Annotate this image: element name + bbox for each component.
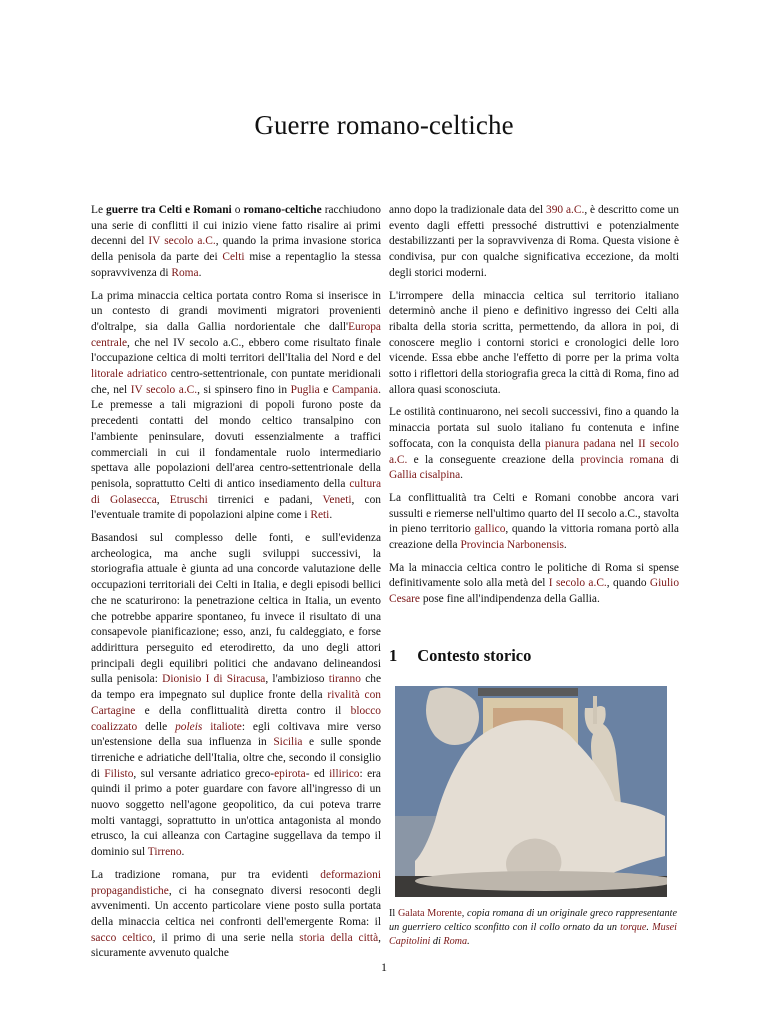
link-poleis[interactable]: poleis [175,720,203,733]
link-puglia[interactable]: Puglia [290,383,320,396]
text: , quando la vittoria romana portò alla creazione della [389,523,679,552]
text: e sulle sponde tirreniche e adriatiche dell'Italia, oltre che, secondo il consiglio di [91,736,381,780]
link-litorale-adriatico[interactable]: litorale adriatico [91,368,167,381]
link-campania[interactable]: Campania [331,383,379,396]
text: pose fine all'indipendenza della Gallia. [420,593,600,606]
bold-term: romano-celtiche [243,204,322,216]
text: e della conflittualità diretta contro il [135,704,351,717]
link-reti[interactable]: Reti [310,509,330,522]
text: anno dopo la tradizionale data del [389,204,547,216]
link-tirreno[interactable]: Tirreno [147,846,182,859]
text: . [646,921,653,933]
text: La tradizione romana, pur tra evidenti [91,868,321,881]
text: e [319,383,332,396]
text: racchiudono una serie di conflitti il cui inizio viene fatto risalire ai primi decenni del [91,204,381,248]
link-blocco-coalizzato[interactable]: blocco coalizzato [91,704,381,733]
link-390[interactable]: 390 a.C. [546,204,585,216]
paragraph-conflittualita [389,491,679,554]
text: , sul versante adriatico greco- [133,767,275,780]
link-europa-centrale[interactable]: Europa centrale [91,320,381,349]
link-ii-secolo[interactable]: II secolo a.C. [389,437,679,466]
link-sacco-celtico[interactable]: sacco celtico [91,931,153,944]
text: , quando [606,577,650,590]
link-rivalita-cartagine[interactable]: rivalità con Cartagine [91,689,381,717]
text: Il [389,907,398,919]
link-musei-capitolini[interactable]: Musei Capitolini [389,921,678,947]
text: o [231,204,244,216]
link-narbonensis[interactable]: Provincia Narbonensis [460,539,564,552]
text: , ci ha consegnato diversi resoconti degli avvenimenti. Un accento particolare viene posto sulla portata della minaccia celtica nei confronti dell'emergente Roma: il [91,884,381,928]
text: . [460,469,464,482]
link-cultura-golasecca[interactable]: cultura di Golasecca [91,477,381,506]
text: tirrenici e padani, [207,493,323,506]
text: . [329,509,333,522]
text: Le [91,204,107,216]
text: . [467,935,470,947]
link-roma[interactable]: Roma [171,266,199,279]
text: . [181,846,185,859]
text: che da tempo era impegnato sul duplice fronte della [91,673,381,702]
paragraph-sources [91,531,381,861]
link-roma-caption[interactable]: Roma [443,935,468,947]
section-title: Contesto storico [417,645,532,665]
link-galata-morente[interactable]: Galata Morente [397,907,462,919]
text: centro-settentrionale, con puntate meridionali che, nel [91,368,382,396]
text: nel [615,437,639,450]
figure-caption [389,907,677,949]
paragraph-intro [91,203,381,282]
text: , copia romana di un originale greco rappresentante un guerriero celtico sconfitto con il collo ornato da un [389,907,677,933]
text: : era quindi il primo a poter guardare con favore all'ingresso di un nuovo soggetto nell'agone geopolitico, da cui poteva trarre molti vantaggi, soprattutto in un'ottica antagonista al mondo etrusco, la cui alleanza con Cartagine suggellava da tempo il dominio sul [91,767,381,859]
link-filisto[interactable]: Filisto [104,767,134,780]
paragraph-ostilita [389,405,679,484]
link-torque[interactable]: torque [620,921,647,933]
paragraph-390 [389,203,679,282]
text: delle [137,720,176,733]
link-gallia-cisalpina[interactable]: Gallia cisalpina [389,469,461,482]
link-iv-secolo-2[interactable]: IV secolo a.C. [130,383,198,396]
text: . Le premesse a tali migrazioni di popoli furono poste da precedenti contatti del mondo celtico transalpino con l'ambiente peninsulare, dovuti essenzialmente a traffici commerciali in cui il fondamentale ruolo intermediario spettava alle popolazioni dell'area centro-settentrionale della penisola, soprattutto Celti di antico insediamento della [91,383,381,490]
link-i-secolo[interactable]: I secolo a.C. [548,577,607,590]
text: , che nel IV secolo a.C., ebbero come risultato finale l'occupazione celtica di molti territori dell'Italia del Nord e del [91,336,381,365]
link-giulio-cesare[interactable]: Giulio Cesare [389,577,680,606]
link-iv-secolo[interactable]: IV secolo a.C. [148,235,216,248]
left-column [91,203,381,969]
text: , l'ambizioso [265,673,329,686]
paragraph-migrations [91,289,381,525]
text: , quando la prima invasione storica della penisola da parte dei [91,235,381,264]
link-gallico[interactable]: gallico [474,523,506,536]
section-number: 1 [389,645,398,665]
text: . [563,539,567,552]
text: , sicuramente avvenuto qualche [91,931,381,960]
text: Ma la minaccia celtica contro le politiche di Roma si spense definitivamente solo alla metà del [389,561,679,590]
link-epirota[interactable]: epirota [274,767,306,780]
link-pianura-padana[interactable]: pianura padana [545,437,616,450]
text: Le ostilità continuarono, nei secoli successivi, fino a quando la minaccia portata sul suolo italiano fu contenuta e infine soffocata, con la conquista della [389,406,679,450]
text: mise a repentaglio la stessa sopravvivenza di [91,251,382,279]
text: e la conseguente creazione della [407,453,581,466]
page-number: 1 [381,960,387,974]
link-illirico[interactable]: illirico [329,767,360,780]
page-title: Guerre romano-celtiche [254,110,514,140]
text: . [198,266,202,279]
link-veneti[interactable]: Veneti [322,493,352,506]
link-deformazioni[interactable]: deformazioni propagandistiche [91,868,381,897]
text: La prima minaccia celtica portata contro Roma si inserisce in un contesto di grandi movimenti migratori provenienti d'oltralpe, sia dalla Gallia nordorientale che dall' [91,289,381,333]
text: , [156,493,170,506]
text: , si spinsero fino in [197,383,291,396]
figure [389,686,678,949]
link-italiote[interactable]: italiote [210,720,242,733]
link-celti[interactable]: Celti [222,251,245,264]
paragraph-tradition [91,868,381,962]
text: La conflittualità tra Celti e Romani conobbe ancora vari sussulti e riemerse nell'ultimo quarto del II secolo a.C., stavolta in pieno territorio [389,491,679,536]
text: L'irrompere della minaccia celtica sul territorio italiano determinò anche il pieno e definitivo ingresso dei Celti alla ribalta della storia scritta, permettendo, da allora in poi, di conoscere meglio i contorni storici e cronologici delle loro vicende. Essa ebbe anche l'effetto di porre per la prima volta sotto i riflettori della storiografia greca la città di Roma, fino ad allora quasi sconosciuta. [389,289,679,396]
text: di [663,453,679,466]
text: , con l'eventuale tramite di popolazioni alpine come i [91,493,381,522]
link-tiranno[interactable]: tiranno [328,673,361,686]
bold-term: guerre tra Celti e Romani [106,204,232,216]
paragraph-irrompere [389,289,679,399]
link-storia-citta[interactable]: storia della città [299,931,379,944]
text: , è descritto come un evento dagli effetti pressoché distruttivi e potenzialmente destabilizzanti per la sopravvivenza di Roma. Questa visione è condivisa, pur con qualche significativa eccezione, da molti degli storici moderni. [389,204,679,279]
link-provincia-romana[interactable]: provincia romana [580,453,664,466]
right-column [389,203,679,949]
text: Basandosi sul complesso delle fonti, e sull'evidenza archeologica, ma anche sugli sviluppi successivi, la storiografia attuale è giunta ad una concorde valutazione delle occupazioni territoriali dei Celti in Italia, e degli episodi bellici che ne scaturirono: la penetrazione celtica in Italia, un evento che potrebbe apparire spontaneo, fu invece il risultato di una consapevole pianificazione; esso, anzi, fu caldeggiato, e forse addirittura perseguito ed eterodiretto, da uno degli attori principali degli equilibri politici che andavano delineandosi sulla penisola: [91,532,381,686]
text: - ed [305,767,330,780]
link-dionisio[interactable]: Dionisio I di Siracusa [162,673,266,686]
text: , il primo di una serie nella [152,931,300,944]
text: : egli coltivava mire verso un'estensione della sua influenza in [91,720,381,749]
text: di [430,935,444,947]
link-etruschi[interactable]: Etruschi [169,493,208,506]
paragraph-cesare [389,561,679,608]
statue-image[interactable] [395,686,667,897]
link-sicilia[interactable]: Sicilia [273,736,303,749]
section-heading [389,645,679,665]
